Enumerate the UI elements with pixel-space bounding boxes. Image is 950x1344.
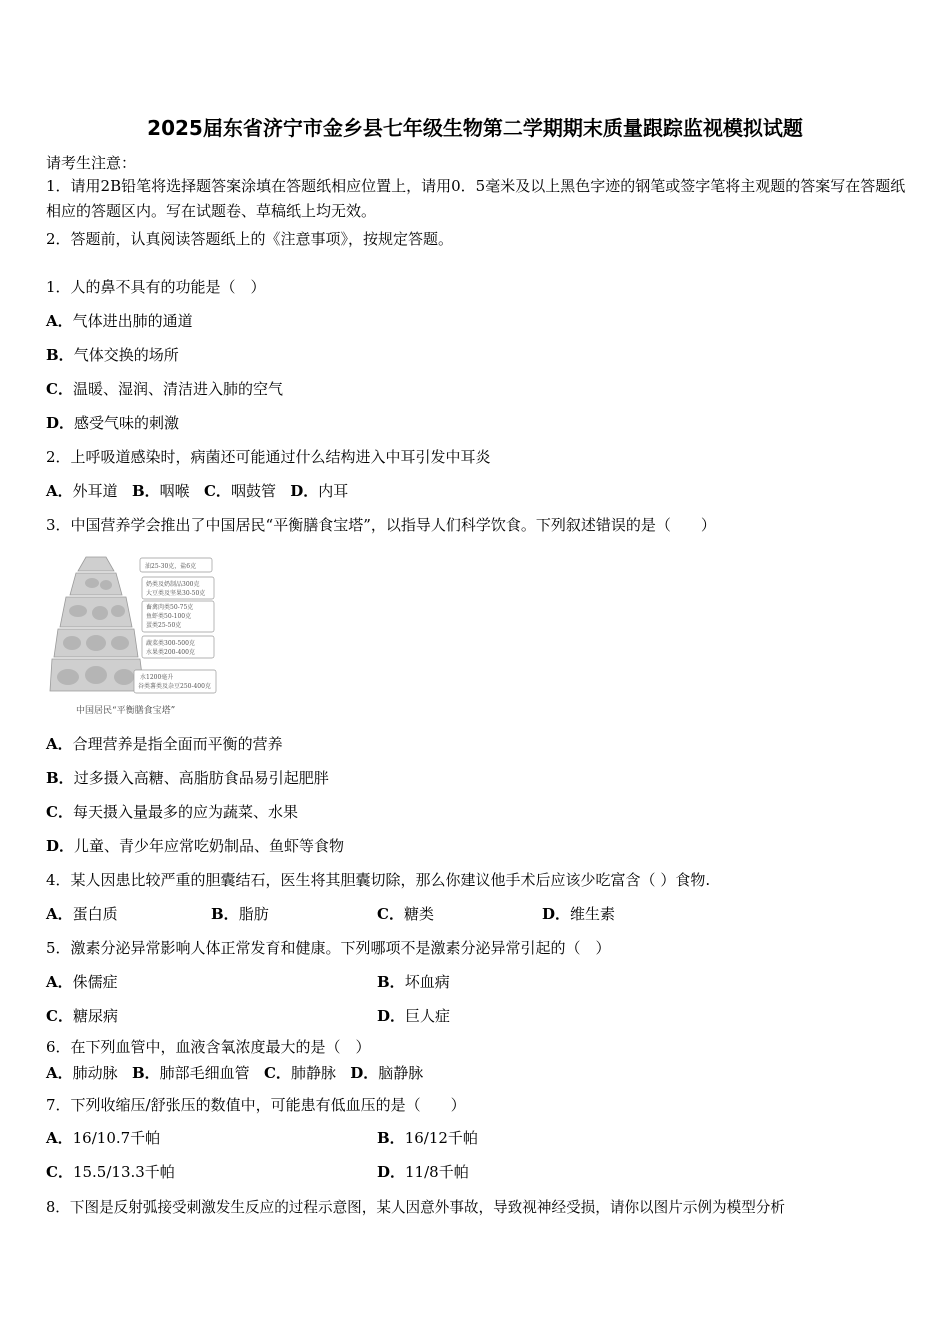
q1-option-b (46, 344, 179, 365)
option-text: 肺静脉 (290, 1064, 336, 1082)
food-pyramid-figure (48, 545, 228, 720)
option-key: D． (350, 1064, 379, 1082)
q6-stem: 6．在下列血管中，血液含氧浓度最大的是（ ） (46, 1038, 371, 1056)
option-key: C． (377, 905, 404, 923)
q4-option-b (211, 903, 269, 924)
q5-option-d (377, 1005, 450, 1026)
option-key: A． (46, 905, 73, 923)
option-text: 16/10.7千帕 (72, 1129, 161, 1147)
q3-stem-emphasis: 错误 (595, 516, 626, 534)
option-key: A． (46, 1064, 73, 1082)
option-text: 气体交换的场所 (73, 346, 179, 364)
option-text: 每天摄入量最多的应为蔬菜、水果 (72, 803, 298, 821)
q5-option-b (377, 971, 450, 992)
option-key: C． (46, 803, 73, 821)
pyramid-label-fruit: 水果类200-400克 (146, 649, 195, 656)
option-text: 外耳道 (72, 482, 118, 500)
option-text: 肺部毛细血管 (159, 1064, 250, 1082)
q4-option-d (542, 903, 615, 924)
option-text: 16/12千帕 (404, 1129, 478, 1147)
pyramid-tier-1 (78, 557, 114, 571)
pyramid-label-soy: 大豆类及坚果30-50克 (146, 590, 206, 597)
option-text: 肺动脉 (72, 1064, 118, 1082)
q7-option-d (377, 1161, 469, 1182)
option-text: 脑静脉 (378, 1064, 424, 1082)
option-key: C． (46, 380, 73, 398)
q2-stem: 2．上呼吸道感染时，病菌还可能通过什么结构进入中耳引发中耳炎 (46, 448, 491, 466)
option-text: 侏儒症 (72, 973, 118, 991)
option-text: 巨人症 (405, 1007, 451, 1025)
option-key: D． (290, 482, 319, 500)
option-text: 咽喉 (159, 482, 190, 500)
pyramid-label-fish: 鱼虾类50-100克 (146, 613, 192, 620)
pyramid-label-oil: 油25-30克，盐6克 (145, 563, 197, 570)
option-key: C． (203, 482, 231, 500)
option-key: B． (211, 905, 239, 923)
option-text: 糖类 (403, 905, 434, 923)
option-key: A． (46, 735, 73, 753)
pyramid-label-milk: 奶类及奶制品300克 (146, 581, 200, 588)
q3-stem-end: 的是（ ） (625, 516, 716, 534)
q1-option-a (46, 310, 193, 331)
q7-option-a (46, 1127, 160, 1148)
q1-option-c (46, 378, 283, 399)
q5-option-a (46, 971, 118, 992)
option-text: 蛋白质 (72, 905, 118, 923)
q1-option-d (46, 412, 179, 433)
option-text: 维生素 (570, 905, 616, 923)
option-key: A． (46, 312, 73, 330)
notice-heading: 请考生注意： (46, 154, 137, 172)
option-text: 糖尿病 (72, 1007, 118, 1025)
pyramid-label-grain: 谷类薯类及杂豆250-400克 (138, 683, 211, 690)
option-key: B． (377, 973, 405, 991)
q4-option-c (377, 903, 434, 924)
q7-option-c (46, 1161, 175, 1182)
option-key: D． (542, 905, 571, 923)
notice-item-2: 2．答题前，认真阅读答题纸上的《注意事项》，按规定答题。 (46, 230, 454, 248)
option-text: 11/8千帕 (405, 1163, 469, 1181)
option-text: 咽鼓管 (230, 482, 276, 500)
q5-stem: 5．激素分泌异常影响人体正常发育和健康。下列哪项不是激素分泌异常引起的（ ） (46, 939, 611, 957)
q4-option-a (46, 903, 118, 924)
option-key: C． (46, 1163, 73, 1181)
option-text: 坏血病 (404, 973, 450, 991)
option-text: 过多摄入高糖、高脂肪食品易引起肥胖 (73, 769, 329, 787)
option-text: 15.5/13.3千帕 (72, 1163, 175, 1181)
option-key: A． (46, 973, 73, 991)
option-text: 气体进出肺的通道 (72, 312, 193, 330)
option-key: C． (263, 1064, 291, 1082)
option-key: B． (131, 1064, 160, 1082)
figure-caption: 中国居民“平衡膳食宝塔” (76, 706, 176, 716)
option-key: B． (46, 769, 74, 787)
pyramid-label-vegetable: 蔬菜类300-500克 (146, 640, 195, 647)
q3-stem-text: 3．中国营养学会推出了中国居民“平衡膳食宝塔”，以指导人们科学饮食。下列叙述 (46, 516, 596, 534)
option-key: A． (46, 482, 73, 500)
option-text: 内耳 (318, 482, 349, 500)
option-text: 温暖、湿润、清洁进入肺的空气 (72, 380, 283, 398)
notice-item-1: 1．请用2B铅笔将选择题答案涂填在答题纸相应位置上，请用0．5毫米及以上黑色字迹的钢笔或签字笔将主观题的答案写在答题纸相应的答题区内。写在试题卷、草稿纸上均无效。 (46, 177, 906, 220)
q7-stem: 7．下列收缩压/舒张压的数值中，可能患有低血压的是（ ） (46, 1096, 466, 1114)
option-key: C． (46, 1007, 73, 1025)
option-key: B． (131, 482, 160, 500)
q6-options (46, 1062, 423, 1083)
q3-stem (46, 514, 716, 535)
option-text: 合理营养是指全面而平衡的营养 (72, 735, 283, 753)
q8-stem: 8．下图是反射弧接受刺激发生反应的过程示意图，某人因意外事故，导致视神经受损，请你以图片示例为模型分析 (46, 1199, 785, 1216)
page-title: 2025届东省济宁市金乡县七年级生物第二学期期末质量跟踪监视模拟试题 (147, 116, 803, 140)
option-text: 儿童、青少年应常吃奶制品、鱼虾等食物 (74, 837, 345, 855)
q3-option-a (46, 733, 283, 754)
option-key: B． (46, 346, 74, 364)
q5-option-c (46, 1005, 118, 1026)
q2-options (46, 480, 348, 501)
q3-option-d (46, 835, 344, 856)
option-key: D． (46, 414, 75, 432)
pyramid-label-egg: 蛋类25-50克 (146, 622, 182, 629)
option-key: B． (377, 1129, 405, 1147)
pyramid-label-water: 水1200毫升 (140, 674, 174, 681)
option-key: D． (46, 837, 75, 855)
option-key: D． (377, 1163, 406, 1181)
option-text: 感受气味的刺激 (74, 414, 180, 432)
q3-option-c (46, 801, 298, 822)
q7-option-b (377, 1127, 478, 1148)
option-key: D． (377, 1007, 406, 1025)
q1-stem: 1．人的鼻不具有的功能是（ ） (46, 278, 266, 296)
option-key: A． (46, 1129, 73, 1147)
q3-option-b (46, 767, 329, 788)
option-text: 脂肪 (238, 905, 269, 923)
q4-stem: 4．某人因患比较严重的胆囊结石，医生将其胆囊切除，那么你建议他手术后应该少吃富含（ ）食物. (46, 871, 711, 889)
pyramid-label-meat: 畜禽肉类50-75克 (146, 604, 194, 611)
